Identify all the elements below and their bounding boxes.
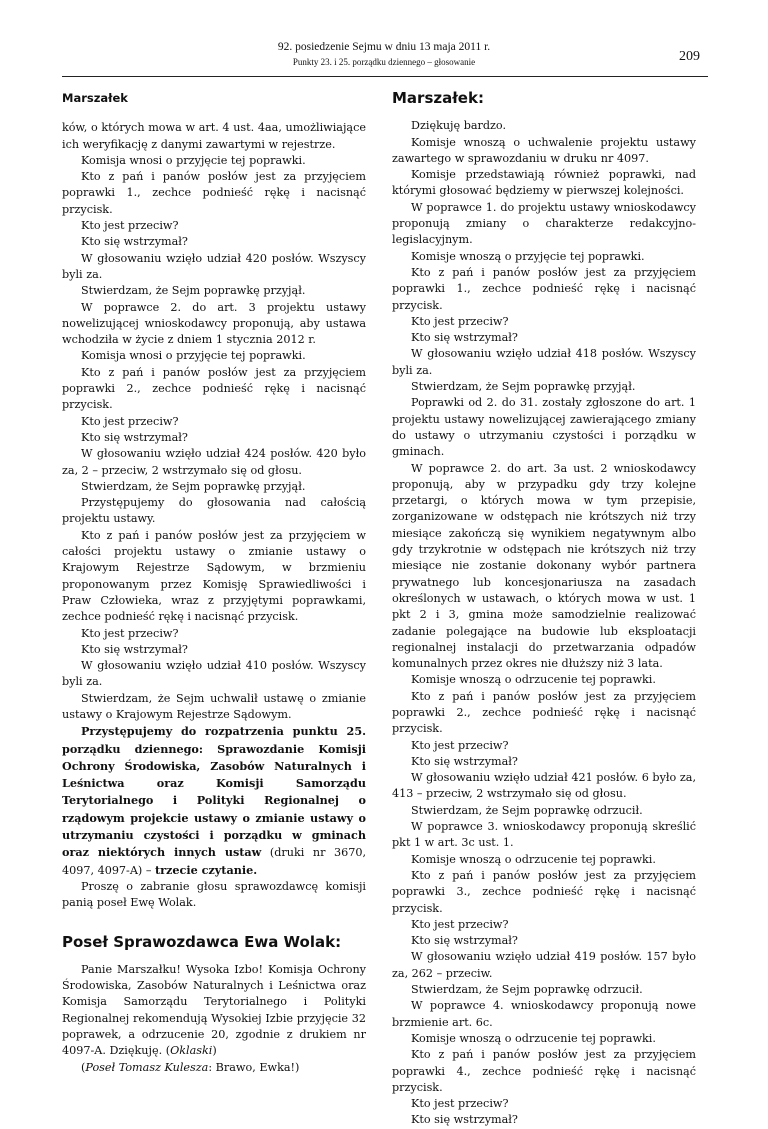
- paragraph: W głosowaniu wzięło udział 421 posłów. 6 było za, 413 – przeciw, 2 wstrzymało się od głosu.: [392, 771, 696, 801]
- interjection-paragraph: [62, 1060, 366, 1076]
- paragraph: Kto z pań i panów posłów jest za przyjęciem poprawki 2., zechce podnieść rękę i nacisnąć przycisk.: [62, 365, 366, 412]
- right-column: [392, 90, 696, 1129]
- interjection-open: (: [81, 1060, 86, 1074]
- paragraph: Kto z pań i panów posłów jest za przyjęciem poprawki 1., zechce podnieść rękę i nacisnąć przycisk.: [62, 170, 366, 216]
- paragraph: Kto jest przeciw?: [81, 626, 179, 640]
- paragraph: Komisje wnoszą o odrzucenie tej poprawki.: [411, 1031, 656, 1045]
- paragraph: Komisja wnosi o przyjęcie tej poprawki.: [81, 153, 306, 167]
- speech-text: Panie Marszałku! Wysoka Izbo! Komisja Ochrony Środowiska, Zasobów Naturalnych i Leśnictwa oraz Komisja Samorządu Terytorialnego i Polityki Regionalnej rekomendują Wysokiej Izbie przyjęcie 32 poprawek, a odrzucenie 20, zgodnie z drukiem nr 4097-A. Dziękuję. (: [62, 962, 366, 1058]
- paragraph: Kto z pań i panów posłów jest za przyjęciem poprawki 1., zechce podnieść rękę i nacisnąć przycisk.: [392, 265, 696, 312]
- speaker-heading-marszalek-right: Marszałek:: [392, 89, 484, 107]
- paragraph: Komisje przedstawiają również poprawki, nad którymi głosować będziemy w pierwszej kolejności.: [392, 168, 696, 198]
- paragraph: Kto jest przeciw?: [411, 314, 509, 328]
- paragraph: Przystępujemy do głosowania nad całością projektu ustawy.: [62, 496, 366, 526]
- speaker-heading-wolak: Poseł Sprawozdawca Ewa Wolak:: [62, 932, 342, 951]
- interjection-speaker: Poseł Tomasz Kulesza: [85, 1060, 209, 1074]
- paragraph: ków, o których mowa w art. 4 ust. 4aa, umożliwiające ich weryfikację z danymi zawartymi w rejestrze.: [62, 121, 366, 151]
- paragraph: Dziękuję bardzo.: [411, 119, 507, 133]
- paragraph: Komisja wnosi o przyjęcie tej poprawki.: [81, 349, 306, 363]
- left-column: [62, 90, 366, 1076]
- paragraph: W głosowaniu wzięło udział 420 posłów. Wszyscy byli za.: [62, 251, 366, 281]
- paragraph: Kto się wstrzymał?: [81, 642, 188, 656]
- paragraph: Kto się wstrzymał?: [81, 235, 188, 249]
- paragraph: Komisje wnoszą o odrzucenie tej poprawki.: [411, 673, 656, 687]
- paragraph: Kto z pań i panów posłów jest za przyjęciem poprawki 4., zechce podnieść rękę i nacisnąć przycisk.: [392, 1048, 696, 1094]
- paragraph: Stwierdzam, że Sejm uchwalił ustawę o zmianie ustawy o Krajowym Rejestrze Sądowym.: [62, 691, 366, 721]
- paragraph: W poprawce 4. wnioskodawcy proponują nowe brzmienie art. 6c.: [392, 999, 696, 1029]
- paragraph: Kto z pań i panów posłów jest za przyjęciem poprawki 3., zechce podnieść rękę i nacisnąć przycisk.: [392, 868, 696, 915]
- left-paragraphs: [62, 120, 366, 723]
- running-header-title: 92. posiedzenie Sejmu w dniu 13 maja 2011 r.: [277, 41, 491, 53]
- interjection-text: : Brawo, Ewka!): [208, 1060, 300, 1074]
- paragraph: Kto jest przeciw?: [81, 219, 179, 233]
- paragraph: Komisje wnoszą o odrzucenie tej poprawki.: [411, 852, 656, 866]
- paragraph: Kto jest przeciw?: [411, 738, 509, 752]
- running-header-subtitle: Punkty 23. i 25. porządku dziennego – głosowanie: [292, 57, 476, 67]
- speech-paragraph: [62, 962, 366, 1060]
- paragraph: Kto się wstrzymał?: [411, 754, 518, 768]
- speech-close: ): [212, 1044, 217, 1058]
- paragraph: W głosowaniu wzięło udział 419 posłów. 157 było za, 262 – przeciw.: [392, 950, 696, 980]
- paragraph: Komisje wnoszą o przyjęcie tej poprawki.: [411, 249, 645, 263]
- paragraph: Kto jest przeciw?: [411, 917, 509, 931]
- paragraph: W poprawce 3. wnioskodawcy proponują skreślić pkt 1 w art. 3c ust. 1.: [392, 820, 696, 850]
- paragraph: W głosowaniu wzięło udział 418 posłów. Wszyscy byli za.: [392, 347, 696, 377]
- paragraph: Stwierdzam, że Sejm poprawkę przyjął.: [81, 479, 306, 493]
- paragraph: W głosowaniu wzięło udział 424 posłów. 420 było za, 2 – przeciw, 2 wstrzymało się od głosu.: [62, 447, 366, 477]
- paragraph: Kto z pań i panów posłów jest za przyjęciem poprawki 2., zechce podnieść rękę i nacisnąć przycisk.: [392, 689, 696, 736]
- paragraph: Stwierdzam, że Sejm poprawkę odrzucił.: [411, 983, 643, 997]
- paragraph: W poprawce 2. do art. 3 projektu ustawy nowelizującej wnioskodawcy proponują, aby ustawa wchodziła w życie z dniem 1 stycznia 2012 r.: [62, 300, 366, 347]
- paragraph: Kto się wstrzymał?: [411, 1113, 518, 1127]
- paragraph: Komisje wnoszą o uchwalenie projektu ustawy zawartego w sprawozdaniu w druku nr 4097.: [392, 135, 696, 165]
- paragraph: W głosowaniu wzięło udział 410 posłów. Wszyscy byli za.: [62, 659, 366, 689]
- speech-applause: Oklaski: [170, 1044, 213, 1058]
- paragraph: Poprawki od 2. do 31. zostały zgłoszone do art. 1 projektu ustawy nowelizującej zawierającego zmiany do ustawy o utrzymaniu czystości i porządku w gminach.: [392, 396, 696, 459]
- header-rule: [62, 76, 708, 77]
- agenda-item-reading: trzecie czytanie.: [155, 862, 258, 877]
- paragraph: Kto się wstrzymał?: [411, 934, 518, 948]
- paragraph: W poprawce 1. do projektu ustawy wnioskodawcy proponują zmiany o charakterze redakcyjno-legislacyjnym.: [392, 200, 696, 247]
- paragraph: Kto się wstrzymał?: [411, 331, 518, 345]
- agenda-item-docs: (druki nr 3670, 4097, 4097-A) –: [62, 846, 366, 877]
- paragraph: Stwierdzam, że Sejm poprawkę przyjął.: [411, 380, 636, 394]
- paragraph: W poprawce 2. do art. 3a ust. 2 wnioskodawcy proponują, aby w przypadku gdy trzy kolejne przetargi, o których mowa w tym przepisie, zorganizowane w odstępach nie krótszych niż trzy miesiące zakończą się wynikiem negatywnym albo gdy trzykrotnie w odstępach nie krótszych niż trzy miesiące nie zostanie dokonany wybór partnera prywatnego lub koncesjonariusza na zasadach określonych w ustawach, o których mowa w ust. 1 pkt 2 i 3, gmina może samodzielnie realizować zadanie polegające na budowie lub eksploatacji regionalnej instalacji do przetwarzania odpadów komunalnych przez okres nie dłuższy niż 3 lata.: [392, 461, 696, 671]
- speaker-heading-marszalek: Marszałek: [62, 91, 128, 105]
- paragraph: Kto z pań i panów posłów jest za przyjęciem w całości projektu ustawy o zmianie ustawy o Krajowym Rejestrze Sądowym, w brzmieniu proponowanym przez Komisję Sprawiedliwości i Praw Człowieka, wraz z przyjętymi poprawkami, zechce podnieść rękę i nacisnąć przycisk.: [62, 528, 366, 624]
- request-paragraph: Proszę o zabranie głosu sprawozdawcę komisji panią poseł Ewę Wolak.: [62, 879, 366, 910]
- paragraph: Kto jest przeciw?: [411, 1097, 509, 1111]
- page-number: 209: [679, 49, 700, 64]
- paragraph: Stwierdzam, że Sejm poprawkę odrzucił.: [411, 803, 643, 817]
- paragraph: Kto jest przeciw?: [81, 414, 179, 428]
- paragraph: Kto się wstrzymał?: [81, 430, 188, 444]
- paragraph: Stwierdzam, że Sejm poprawkę przyjął.: [81, 284, 306, 298]
- agenda-item-paragraph: [62, 723, 366, 879]
- right-paragraphs: [392, 118, 696, 1128]
- agenda-item-bold: Przystępujemy do rozpatrzenia punktu 25. porządku dziennego: Sprawozdanie Komisji Ochrony Środowiska, Zasobów Naturalnych i Leśnictwa oraz Komisji Samorządu Terytorialnego i Polityki Regionalnej o rządowym projekcie ustawy o zmianie ustawy o utrzymaniu czystości i porządku w gminach oraz niektórych innych ustaw: [62, 724, 366, 860]
